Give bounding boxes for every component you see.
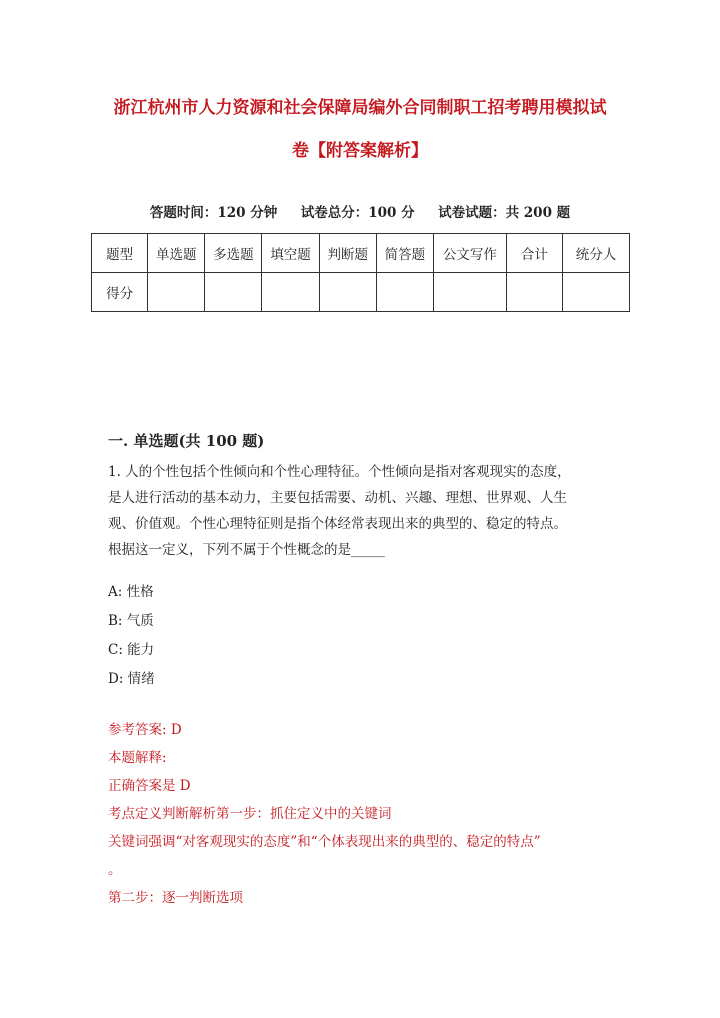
row-label-cell: 得分 <box>92 273 148 312</box>
header-cell: 统分人 <box>562 234 629 273</box>
answer-line: 参考答案: D <box>108 722 182 738</box>
question-stem <box>108 459 608 563</box>
header-cell: 公文写作 <box>433 234 506 273</box>
score-table-score-row <box>92 273 630 312</box>
section-heading: 一. 单选题(共 100 题) <box>108 432 265 450</box>
score-cell <box>205 273 262 312</box>
header-cell: 填空题 <box>262 234 319 273</box>
question-line: 根据这一定义，下列不属于个性概念的是_____ <box>108 542 385 558</box>
answer-explanation <box>108 716 628 912</box>
exam-meta: 答题时间：120 分钟 试卷总分：100 分 试卷试题：共 200 题 <box>149 205 571 221</box>
option-c: C: 能力 <box>108 642 155 658</box>
question-line: 1. 人的个性包括个性倾向和个性心理特征。个性倾向是指对客观现实的态度， <box>108 464 571 480</box>
question-line: 是人进行活动的基本动力，主要包括需要、动机、兴趣、理想、世界观、人生 <box>108 490 567 506</box>
header-cell: 单选题 <box>148 234 205 273</box>
title-line-2: 卷【附答案解析】 <box>292 141 428 161</box>
header-cell: 简答题 <box>376 234 433 273</box>
score-cell <box>148 273 205 312</box>
option-b: B: 气质 <box>108 613 154 629</box>
header-cell: 多选题 <box>205 234 262 273</box>
answer-line: 第二步：逐一判断选项 <box>108 890 243 906</box>
question-line: 观、价值观。个性心理特征则是指个体经常表现出来的典型的、稳定的特点。 <box>108 516 567 532</box>
answer-line: 考点定义判断解析第一步：抓住定义中的关键词 <box>108 806 392 822</box>
score-cell <box>506 273 562 312</box>
option-a: A: 性格 <box>108 584 154 600</box>
score-cell <box>562 273 629 312</box>
score-cell <box>319 273 376 312</box>
score-cell <box>376 273 433 312</box>
options-list <box>108 578 155 694</box>
header-cell: 题型 <box>92 234 148 273</box>
option-d: D: 情绪 <box>108 671 155 687</box>
answer-line: 正确答案是 D <box>108 778 191 794</box>
score-table <box>91 233 630 312</box>
score-table-header-row <box>92 234 630 273</box>
answer-line: 。 <box>108 862 122 878</box>
answer-line: 关键词强调“对客观现实的态度”和“个体表现出来的典型的、稳定的特点” <box>108 834 541 850</box>
header-cell: 判断题 <box>319 234 376 273</box>
score-cell <box>262 273 319 312</box>
header-cell: 合计 <box>506 234 562 273</box>
answer-line: 本题解释: <box>108 750 167 766</box>
document-title <box>96 90 624 169</box>
title-line-1: 浙江杭州市人力资源和社会保障局编外合同制职工招考聘用模拟试 <box>113 98 607 118</box>
score-cell <box>433 273 506 312</box>
